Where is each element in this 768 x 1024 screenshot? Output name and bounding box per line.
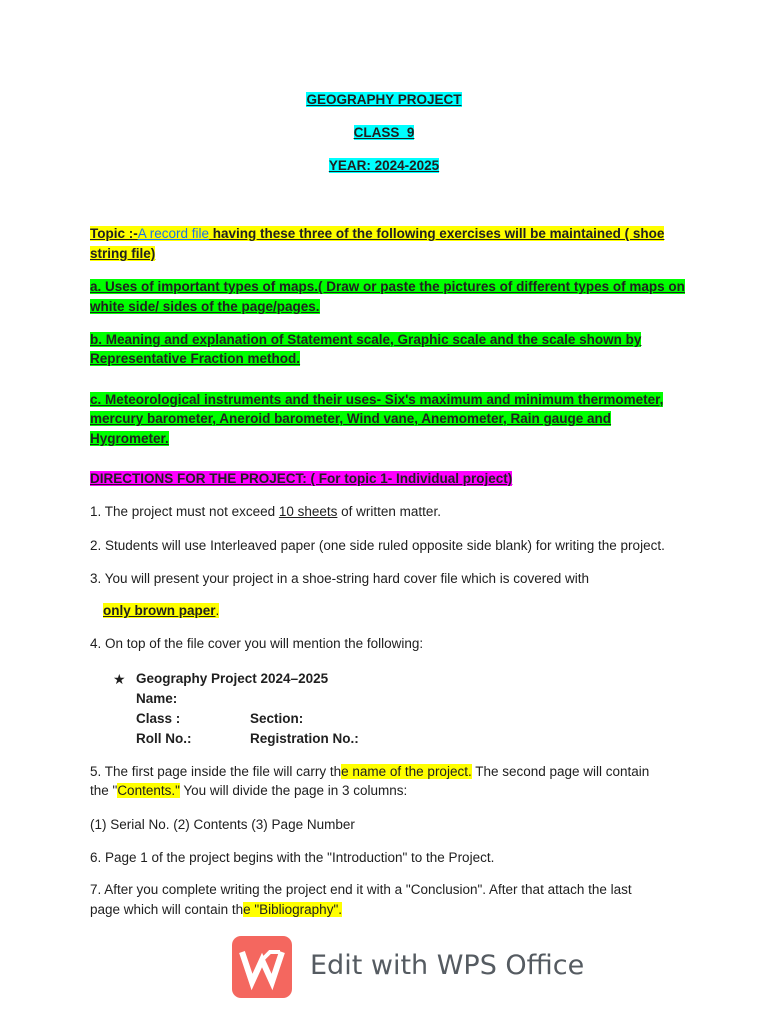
page-title: GEOGRAPHY PROJECT: [306, 92, 462, 107]
topic-line-1: [90, 224, 690, 244]
exercise-a-line-2: [90, 297, 690, 317]
cover-section: Section:: [250, 711, 304, 726]
topic-text: having these three of the following exercises will be maintained ( shoe: [209, 226, 665, 241]
direction-3: 3. You will present your project in a shoe-string hard cover file which is covered with: [90, 571, 589, 586]
wps-watermark[interactable]: [232, 936, 585, 1000]
wps-watermark-text: Edit with WPS Office: [310, 950, 585, 981]
star-bullet-icon: ★: [113, 671, 126, 687]
exercise-a-text: a. Uses of important types of maps.( Draw or paste the pictures of different types of maps on: [90, 279, 685, 294]
exercise-c-text: c. Meteorological instruments and their uses- Six's maximum and minimum thermometer,: [90, 392, 664, 407]
cover-details-list: [113, 669, 513, 753]
direction-6: 6. Page 1 of the project begins with the "Introduction" to the Project.: [90, 850, 495, 865]
direction-5-contents: the "Contents." You will divide the page in 3 columns:: [90, 783, 408, 798]
direction-7-line-2: page which will contain the "Bibliography".: [90, 902, 342, 917]
topic-prefix: Topic :-: [90, 226, 138, 241]
exercise-b-text-2: Representative Fraction method.: [90, 351, 301, 366]
cover-roll: Roll No.:: [136, 731, 192, 746]
cover-name: Name:: [136, 691, 178, 706]
direction-5-columns: (1) Serial No. (2) Contents (3) Page Number: [90, 817, 355, 832]
directions-heading-text: DIRECTIONS FOR THE PROJECT: ( For topic 1- Individual project): [90, 471, 513, 486]
exercise-b-line-1: [90, 330, 690, 350]
cover-line-project: Geography Project 2024–2025: [136, 671, 329, 686]
record-file-link[interactable]: A record file: [137, 226, 210, 241]
direction-7: 7. After you complete writing the project end it with a "Conclusion". After that attach the last: [90, 882, 632, 897]
cover-class: Class :: [136, 711, 181, 726]
wps-logo-icon: [232, 936, 292, 998]
header-year-wrap: [0, 158, 768, 173]
header-title-wrap: [0, 92, 768, 107]
topic-line-2: [90, 244, 690, 264]
direction-5: 5. The first page inside the file will carry the name of the project. The second page will contain: [90, 764, 650, 779]
class-label: CLASS 9: [353, 125, 415, 140]
direction-4: 4. On top of the file cover you will mention the following:: [90, 636, 424, 651]
exercise-c-line-1: [90, 390, 690, 410]
cover-registration: Registration No.:: [250, 731, 359, 746]
direction-1: 1. The project must not exceed 10 sheets of written matter.: [90, 504, 441, 519]
exercise-c-line-2: [90, 409, 690, 449]
exercise-b-line-2: [90, 349, 690, 369]
year-label: YEAR: 2024-2025: [328, 158, 440, 173]
exercise-b-text: b. Meaning and explanation of Statement scale, Graphic scale and the scale shown by: [90, 332, 642, 347]
header-class-wrap: [0, 125, 768, 140]
directions-heading: [90, 469, 690, 489]
brown-paper-note: only brown paper: [103, 603, 216, 618]
topic-text-2: string file): [90, 246, 156, 261]
direction-3-highlight: only brown paper.: [103, 603, 220, 618]
sheets-limit: 10 sheets: [278, 504, 338, 519]
direction-2: 2. Students will use Interleaved paper (one side ruled opposite side blank) for writing the project.: [90, 538, 665, 553]
exercise-c-text-2: mercury barometer, Aneroid barometer, Wind vane, Anemometer, Rain gauge and Hygrometer.: [90, 411, 612, 446]
exercise-a-text-2: white side/ sides of the page/pages.: [90, 299, 320, 314]
exercise-a-line-1: [90, 277, 690, 297]
